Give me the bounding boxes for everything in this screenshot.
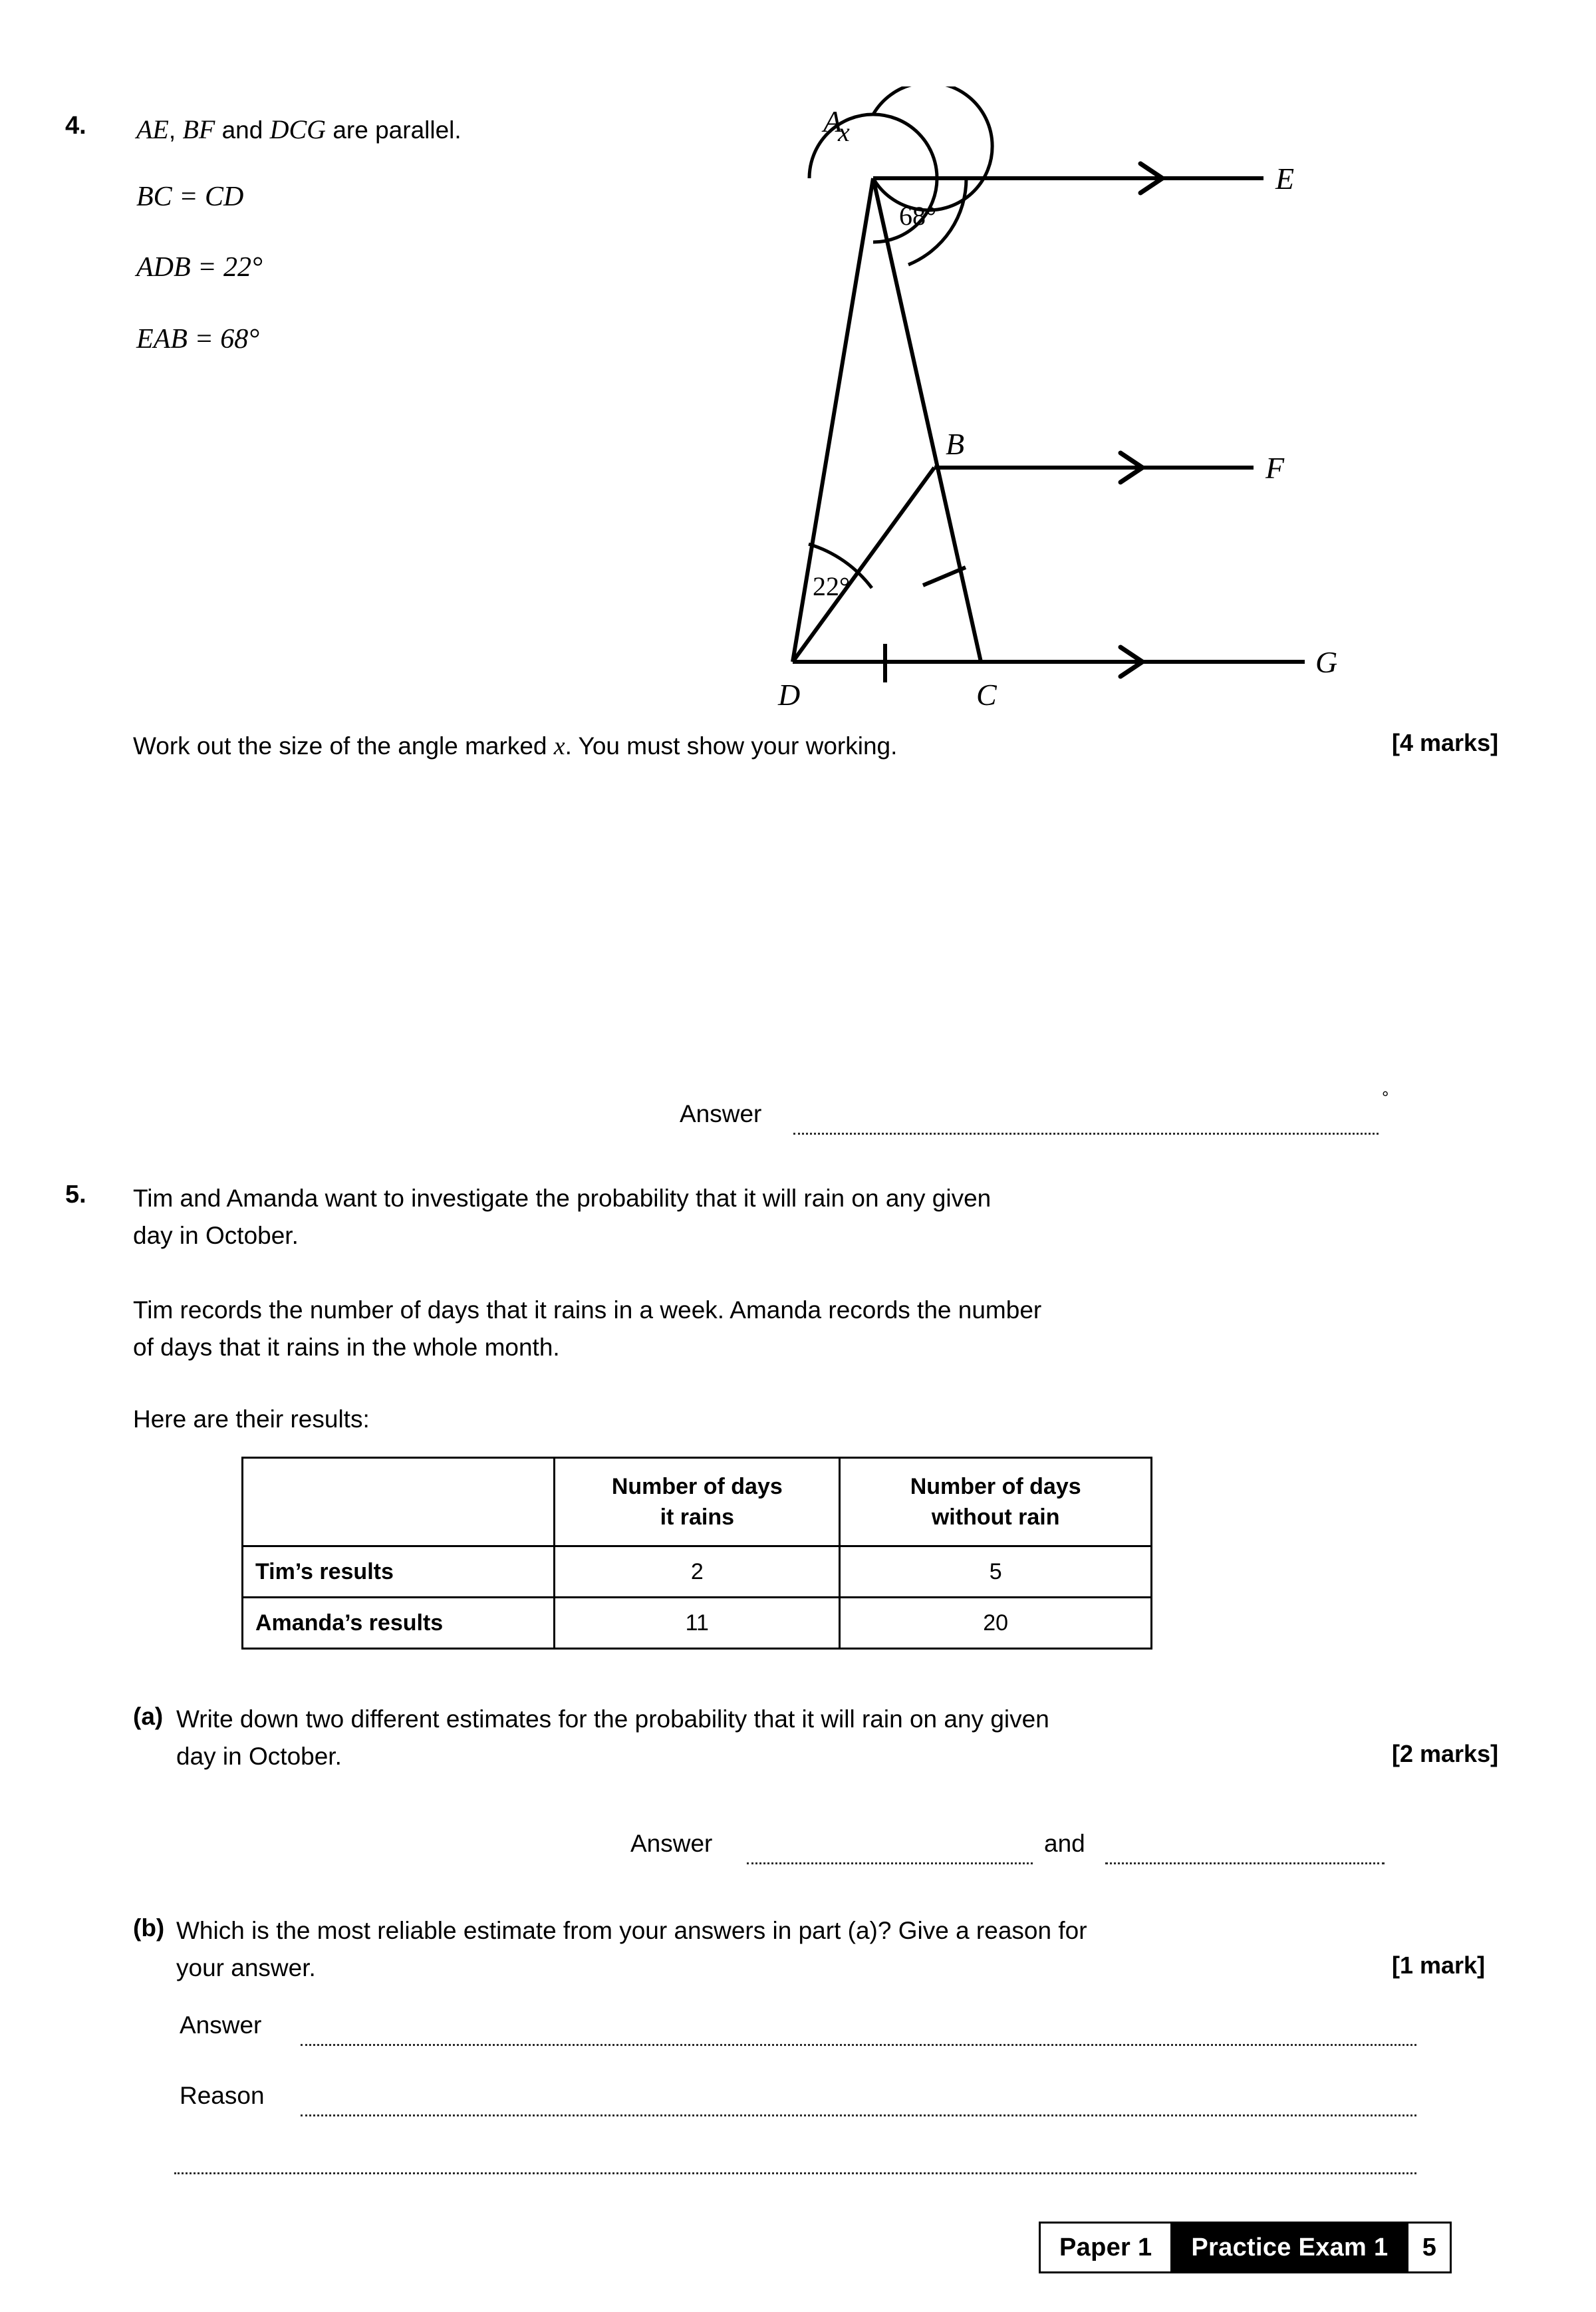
question-5b-label: (b) bbox=[133, 1914, 165, 1942]
question-4-premise-adb: ADB = 22° bbox=[136, 252, 263, 283]
footer-exam-label: Practice Exam 1 bbox=[1172, 2224, 1406, 2271]
question-5b-text-line-1: Which is the most reliable estimate from your answers in part (a)? Give a reason for bbox=[176, 1917, 1087, 1944]
cell-amanda-rains: 11 bbox=[555, 1598, 840, 1649]
angle-label-68: 68° bbox=[899, 201, 936, 231]
question-5-body-line-2: of days that it rains in the whole month. bbox=[133, 1334, 560, 1361]
premise-and: and bbox=[215, 116, 270, 144]
vertex-label-B: B bbox=[946, 427, 965, 461]
tick-mark-BC bbox=[923, 567, 966, 585]
question-5a-label: (a) bbox=[133, 1703, 164, 1730]
footer-paper-label: Paper 1 bbox=[1041, 2224, 1172, 2271]
footer-page-number: 5 bbox=[1406, 2224, 1450, 2271]
line-ABC bbox=[873, 178, 981, 662]
question-4-answer-label: Answer bbox=[680, 1100, 762, 1127]
vertex-label-F: F bbox=[1265, 451, 1285, 485]
table-header-no-rain bbox=[840, 1458, 1152, 1546]
question-4-number: 4. bbox=[65, 112, 86, 140]
question-4-answer-unit: ° bbox=[1382, 1087, 1389, 1107]
question-5b-text-line-2: your answer. bbox=[176, 1954, 316, 1981]
vertex-label-G: G bbox=[1315, 645, 1338, 679]
angle-label-22: 22° bbox=[813, 571, 850, 601]
question-5a-answer-input-2[interactable] bbox=[1105, 1862, 1385, 1864]
row-label-amanda: Amanda’s results bbox=[243, 1598, 555, 1649]
question-4-premise-eab: EAB = 68° bbox=[136, 324, 260, 355]
vertex-label-E: E bbox=[1275, 162, 1295, 196]
question-4-instruction bbox=[133, 728, 897, 764]
segment-BF: BF bbox=[182, 114, 215, 144]
premise-comma: , bbox=[168, 116, 183, 144]
question-5b-reason-input-line-2[interactable] bbox=[174, 2172, 1416, 2174]
question-5b-answer-input[interactable] bbox=[301, 2044, 1416, 2046]
question-5a-text-line-1: Write down two different estimates for the probability that it will rain on any given bbox=[176, 1705, 1049, 1733]
angle-label-x-visible: x bbox=[838, 117, 850, 147]
results-table bbox=[241, 1457, 1152, 1650]
question-5b-reason-input-line-1[interactable] bbox=[301, 2114, 1416, 2116]
reflex-angle-arc-x bbox=[873, 86, 992, 210]
question-5-intro-line-2: day in October. bbox=[133, 1222, 299, 1249]
vertex-label-A: A bbox=[823, 104, 843, 138]
question-4-premise-bc-cd: BC = CD bbox=[136, 182, 244, 212]
header-no-rain-line1: Number of days bbox=[910, 1474, 1081, 1499]
question-5-results-lead: Here are their results: bbox=[133, 1405, 370, 1433]
row-label-tim: Tim’s results bbox=[243, 1546, 555, 1598]
question-4-answer-input[interactable] bbox=[793, 1133, 1379, 1135]
question-5-intro-line-1: Tim and Amanda want to investigate the probability that it will rain on any given bbox=[133, 1185, 992, 1212]
question-5-number: 5. bbox=[65, 1181, 86, 1209]
table-header-row bbox=[243, 1458, 1152, 1546]
instruction-post: . You must show your working. bbox=[565, 732, 898, 760]
vertex-label-D: D bbox=[778, 678, 801, 712]
question-4-premise-parallel bbox=[136, 112, 462, 148]
cell-amanda-no-rain: 20 bbox=[840, 1598, 1152, 1649]
vertex-label-C: C bbox=[976, 678, 997, 712]
question-5a-and-label: and bbox=[1044, 1830, 1085, 1857]
question-5a-answer-label: Answer bbox=[630, 1830, 713, 1857]
geometry-diagram bbox=[732, 86, 1357, 718]
question-5a-answer-input-1[interactable] bbox=[747, 1862, 1033, 1864]
table-row bbox=[243, 1598, 1152, 1649]
table-header-rains bbox=[555, 1458, 840, 1546]
question-5b-marks: [1 mark] bbox=[1392, 1951, 1486, 1979]
cell-tim-no-rain: 5 bbox=[840, 1546, 1152, 1598]
instruction-variable-x: x bbox=[553, 732, 565, 760]
question-5a-text-line-2: day in October. bbox=[176, 1743, 342, 1770]
question-5b-reason-label: Reason bbox=[180, 2082, 265, 2109]
page-footer bbox=[1039, 2222, 1452, 2273]
segment-DCG: DCG bbox=[269, 114, 327, 144]
question-4-marks: [4 marks] bbox=[1392, 729, 1499, 756]
header-no-rain-line2: without rain bbox=[931, 1505, 1060, 1530]
segment-AE: AE bbox=[136, 114, 169, 144]
question-5a-marks: [2 marks] bbox=[1392, 1740, 1499, 1767]
cell-tim-rains: 2 bbox=[555, 1546, 840, 1598]
question-5-body-line-1: Tim records the number of days that it rains in a week. Amanda records the number bbox=[133, 1296, 1042, 1324]
table-row bbox=[243, 1546, 1152, 1598]
premise-are-parallel: are parallel. bbox=[326, 116, 462, 144]
table-corner-cell bbox=[243, 1458, 555, 1546]
instruction-pre: Work out the size of the angle marked bbox=[133, 732, 554, 760]
line-DB bbox=[793, 468, 934, 662]
header-rains-line1: Number of days bbox=[611, 1474, 783, 1499]
header-rains-line2: it rains bbox=[660, 1505, 735, 1530]
question-5b-answer-label: Answer bbox=[180, 2011, 262, 2039]
